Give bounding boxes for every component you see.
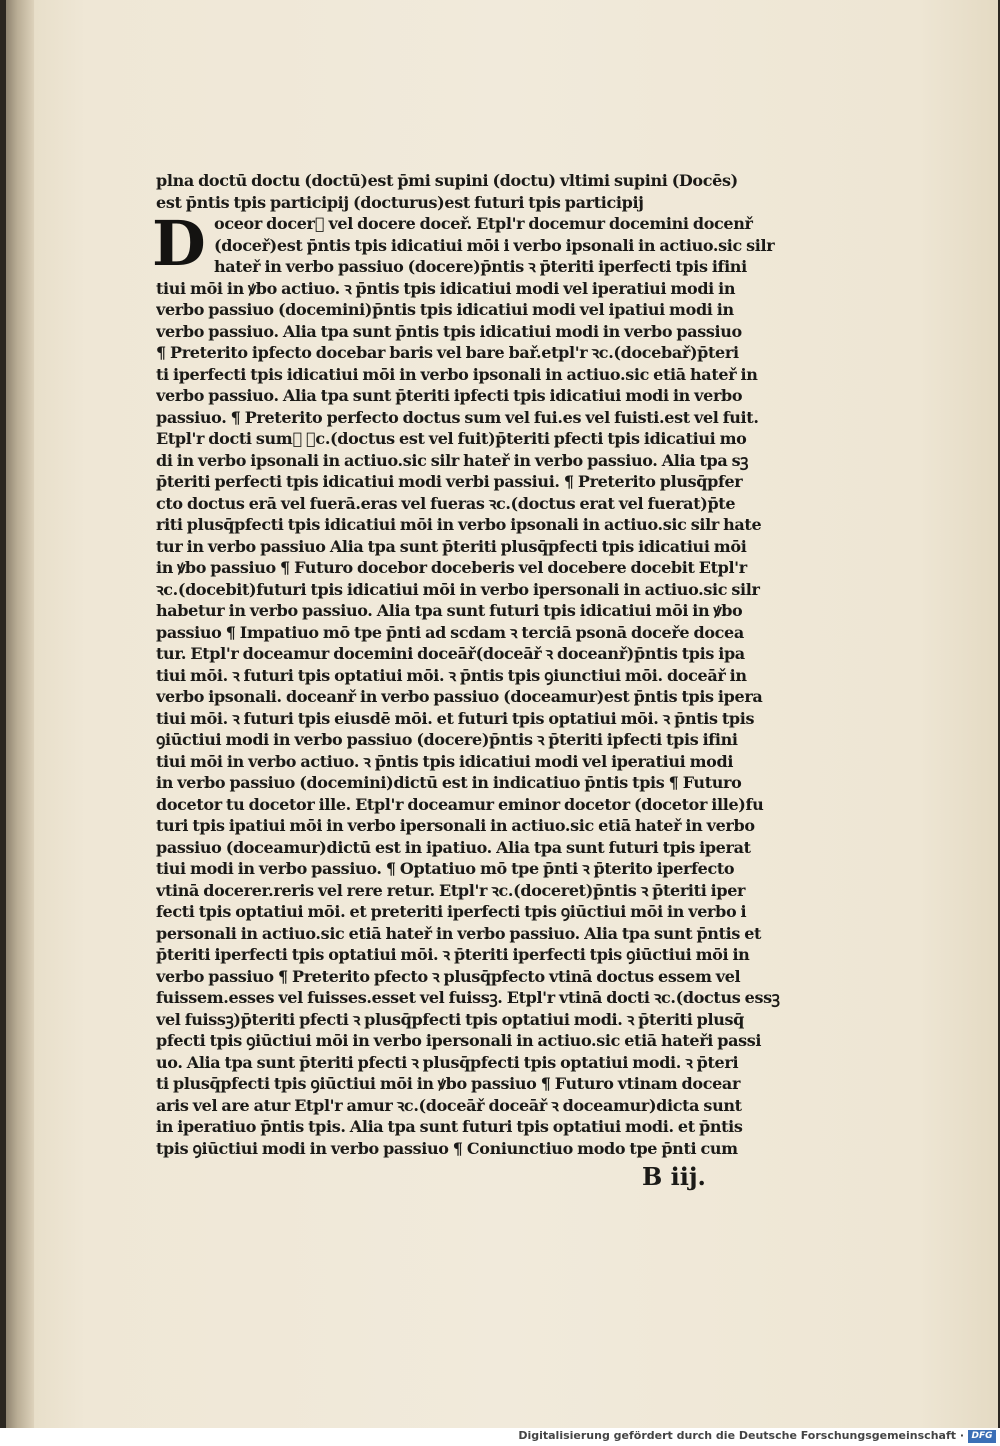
text-line: ti plusq̄pfecti tpis ꝯiūctiui mōi in ꝟbo passiuo ¶ Futuro vtinam docear bbox=[156, 1074, 741, 1093]
text-line: ti iperfecti tpis idicatiui mōi in verbo ipsonali in actiuo.sic etiā hateř in bbox=[156, 364, 758, 384]
text-line: uo. Alia tpa sunt p̄teriti pfecti ꝛ plusq̄pfecti tpis optatiui modi. ꝛ p̄teri bbox=[156, 1052, 739, 1072]
text-line: Etpl'r docti sum᷒ ꝛc.(doctus est vel fuit)p̄teriti pfecti tpis idicatiui mo bbox=[156, 429, 747, 448]
text-line: tiui mōi in ꝟbo actiuo. ꝛ p̄ntis tpis idicatiui modi vel iperatiui modi in bbox=[156, 278, 736, 298]
text-line: in iperatiuo p̄ntis tpis. Alia tpa sunt futuri tpis optatiui modi. et p̄ntis bbox=[156, 1117, 743, 1136]
text-line: verbo passiuo. Alia tpa sunt p̄teriti ipfecti tpis idicatiui modi in verbo bbox=[156, 386, 743, 405]
text-line: in verbo passiuo (docemini)dictū est in indicatiuo p̄ntis tpis ¶ Futuro bbox=[156, 773, 742, 792]
decorated-initial: D bbox=[152, 207, 206, 280]
text-line: p̄teriti perfecti tpis idicatiui modi verbi passiui. ¶ Preterito plusq̄pfer bbox=[156, 472, 743, 491]
text-line: verbo ipsonali. doceanř in verbo passiuo (doceamur)est p̄ntis tpis ipera bbox=[156, 687, 763, 706]
text-line: fuissem.esses vel fuisses.esset vel fuissꝫ. Etpl'r vtinā docti ꝛc.(doctus essꝫ bbox=[156, 988, 780, 1007]
text-line: docetor tu docetor ille. Etpl'r doceamur eminor docetor (docetor ille)fu bbox=[156, 794, 764, 814]
text-line: passiuo (doceamur)dictū est in ipatiuo. Alia tpa sunt futuri tpis iperat bbox=[156, 837, 751, 857]
text-line: tiui mōi in verbo actiuo. ꝛ p̄ntis tpis idicatiui modi vel iperatiui modi bbox=[156, 751, 734, 771]
text-line: in ꝟbo passiuo ¶ Futuro docebor doceberis vel docebere docebit Etpl'r bbox=[156, 558, 747, 577]
text-line: fecti tpis optatiui mōi. et preteriti iperfecti tpis ꝯiūctiui mōi in verbo i bbox=[156, 902, 747, 921]
text-line: verbo passiuo ¶ Preterito pfecto ꝛ plusq̄pfecto vtinā doctus essem vel bbox=[156, 966, 741, 986]
text-line: tur in verbo passiuo Alia tpa sunt p̄teriti plusq̄pfecti tpis idicatiui mōi bbox=[156, 536, 747, 556]
scanned-page bbox=[6, 0, 998, 1428]
text-line: cto doctus erā vel fuerā.eras vel fueras ꝛc.(doctus erat vel fuerat)p̄te bbox=[156, 493, 736, 513]
text-line: di in verbo ipsonali in actiuo.sic silr hateř in verbo passiuo. Alia tpa sꝫ bbox=[156, 450, 749, 470]
text-line: passiuo. ¶ Preterito perfecto doctus sum vel fui.es vel fuisti.est vel fuit. bbox=[156, 407, 759, 427]
text-line: vtinā docerer.reris vel rere retur. Etpl'r ꝛc.(doceret)p̄ntis ꝛ p̄teriti iper bbox=[156, 880, 746, 900]
text-block bbox=[152, 170, 781, 1159]
text-line: tur. Etpl'r doceamur docemini doceāř(doceāř ꝛ doceanř)p̄ntis tpis ipa bbox=[156, 644, 745, 663]
page-gutter bbox=[6, 0, 34, 1428]
text-line: tiui modi in verbo passiuo. ¶ Optatiuo mō tpe p̄nti ꝛ p̄terito iperfecto bbox=[156, 859, 735, 878]
text-line: aris vel are atur Etpl'r amur ꝛc.(doceāř doceāř ꝛ doceamur)dicta sunt bbox=[156, 1095, 742, 1115]
funding-notice: Digitalisierung gefördert durch die Deutsche Forschungsgemeinschaft · bbox=[518, 1429, 964, 1442]
text-line: habetur in verbo passiuo. Alia tpa sunt futuri tpis idicatiui mōi in ꝟbo bbox=[156, 601, 743, 620]
text-line: passiuo ¶ Impatiuo mō tpe p̄nti ad scdam ꝛ terciā psonā doceře doceа bbox=[156, 622, 744, 642]
text-line: tiui mōi. ꝛ futuri tpis optatiui mōi. ꝛ p̄ntis tpis ꝯiunctiui mōi. doceāř in bbox=[156, 665, 747, 685]
text-line: ¶ Preterito ipfecto docebar baris vel bare bař.etpl'r ꝛc.(docebař)p̄teri bbox=[156, 343, 739, 362]
text-line: p̄teriti iperfecti tpis optatiui mōi. ꝛ p̄teriti iperfecti tpis ꝯiūctiui mōi in bbox=[156, 945, 750, 964]
text-line: (doceř)est p̄ntis tpis idicatiui mōi i verbo ipsonali in actiuo.sic silr bbox=[214, 235, 775, 255]
text-line: ꝯiūctiui modi in verbo passiuo (docere)p̄ntis ꝛ p̄teriti ipfecti tpis ifini bbox=[156, 730, 738, 749]
text-line: personali in actiuo.sic etiā hateř in verbo passiuo. Alia tpa sunt p̄ntis et bbox=[156, 923, 762, 943]
signature-mark: B iij. bbox=[642, 1162, 706, 1191]
text-line: verbo passiuo. Alia tpa sunt p̄ntis tpis idicatiui modi in verbo passiuo bbox=[156, 321, 742, 341]
text-line: hateř in verbo passiuo (docere)p̄ntis ꝛ p̄teriti iperfecti tpis ifini bbox=[214, 257, 747, 276]
dfg-logo-icon[interactable]: DFG bbox=[968, 1430, 996, 1443]
text-line: tiui mōi. ꝛ futuri tpis eiusdē mōi. et futuri tpis optatiui mōi. ꝛ p̄ntis tpis bbox=[156, 708, 755, 728]
text-line: vel fuissꝫ)p̄teriti pfecti ꝛ plusq̄pfecti tpis optatiui modi. ꝛ p̄teriti plusq̄ bbox=[156, 1009, 745, 1029]
text-line: turi tpis ipatiui mōi in verbo ipersonali in actiuo.sic etiā hateř in verbo bbox=[156, 816, 755, 835]
footer-bar bbox=[0, 1428, 1000, 1446]
text-line: est p̄ntis tpis participij (docturus)est futuri tpis participij bbox=[156, 192, 644, 212]
text-line: tpis ꝯiūctiui modi in verbo passiuo ¶ Coniunctiuo modo tpe p̄nti cum bbox=[156, 1138, 738, 1158]
text-line: pfecti tpis ꝯiūctiui mōi in verbo ipersonali in actiuo.sic etiā hateři passi bbox=[156, 1031, 762, 1050]
text-line: ꝛc.(docebit)futuri tpis idicatiui mōi in verbo ipersonali in actiuo.sic silr bbox=[156, 579, 760, 599]
text-line: oceor docer᷒ vel docere doceř. Etpl'r docemur docemini docenř bbox=[214, 214, 753, 233]
text-line: plna doctū doctu (doctū)est p̄mi supini (doctu) vltimi supini (Docēs) bbox=[156, 171, 738, 190]
text-line: verbo passiuo (docemini)p̄ntis tpis idicatiui modi vel ipatiui modi in bbox=[156, 300, 734, 319]
text-line: riti plusq̄pfecti tpis idicatiui mōi in verbo ipsonali in actiuo.sic silr hate bbox=[156, 515, 762, 534]
